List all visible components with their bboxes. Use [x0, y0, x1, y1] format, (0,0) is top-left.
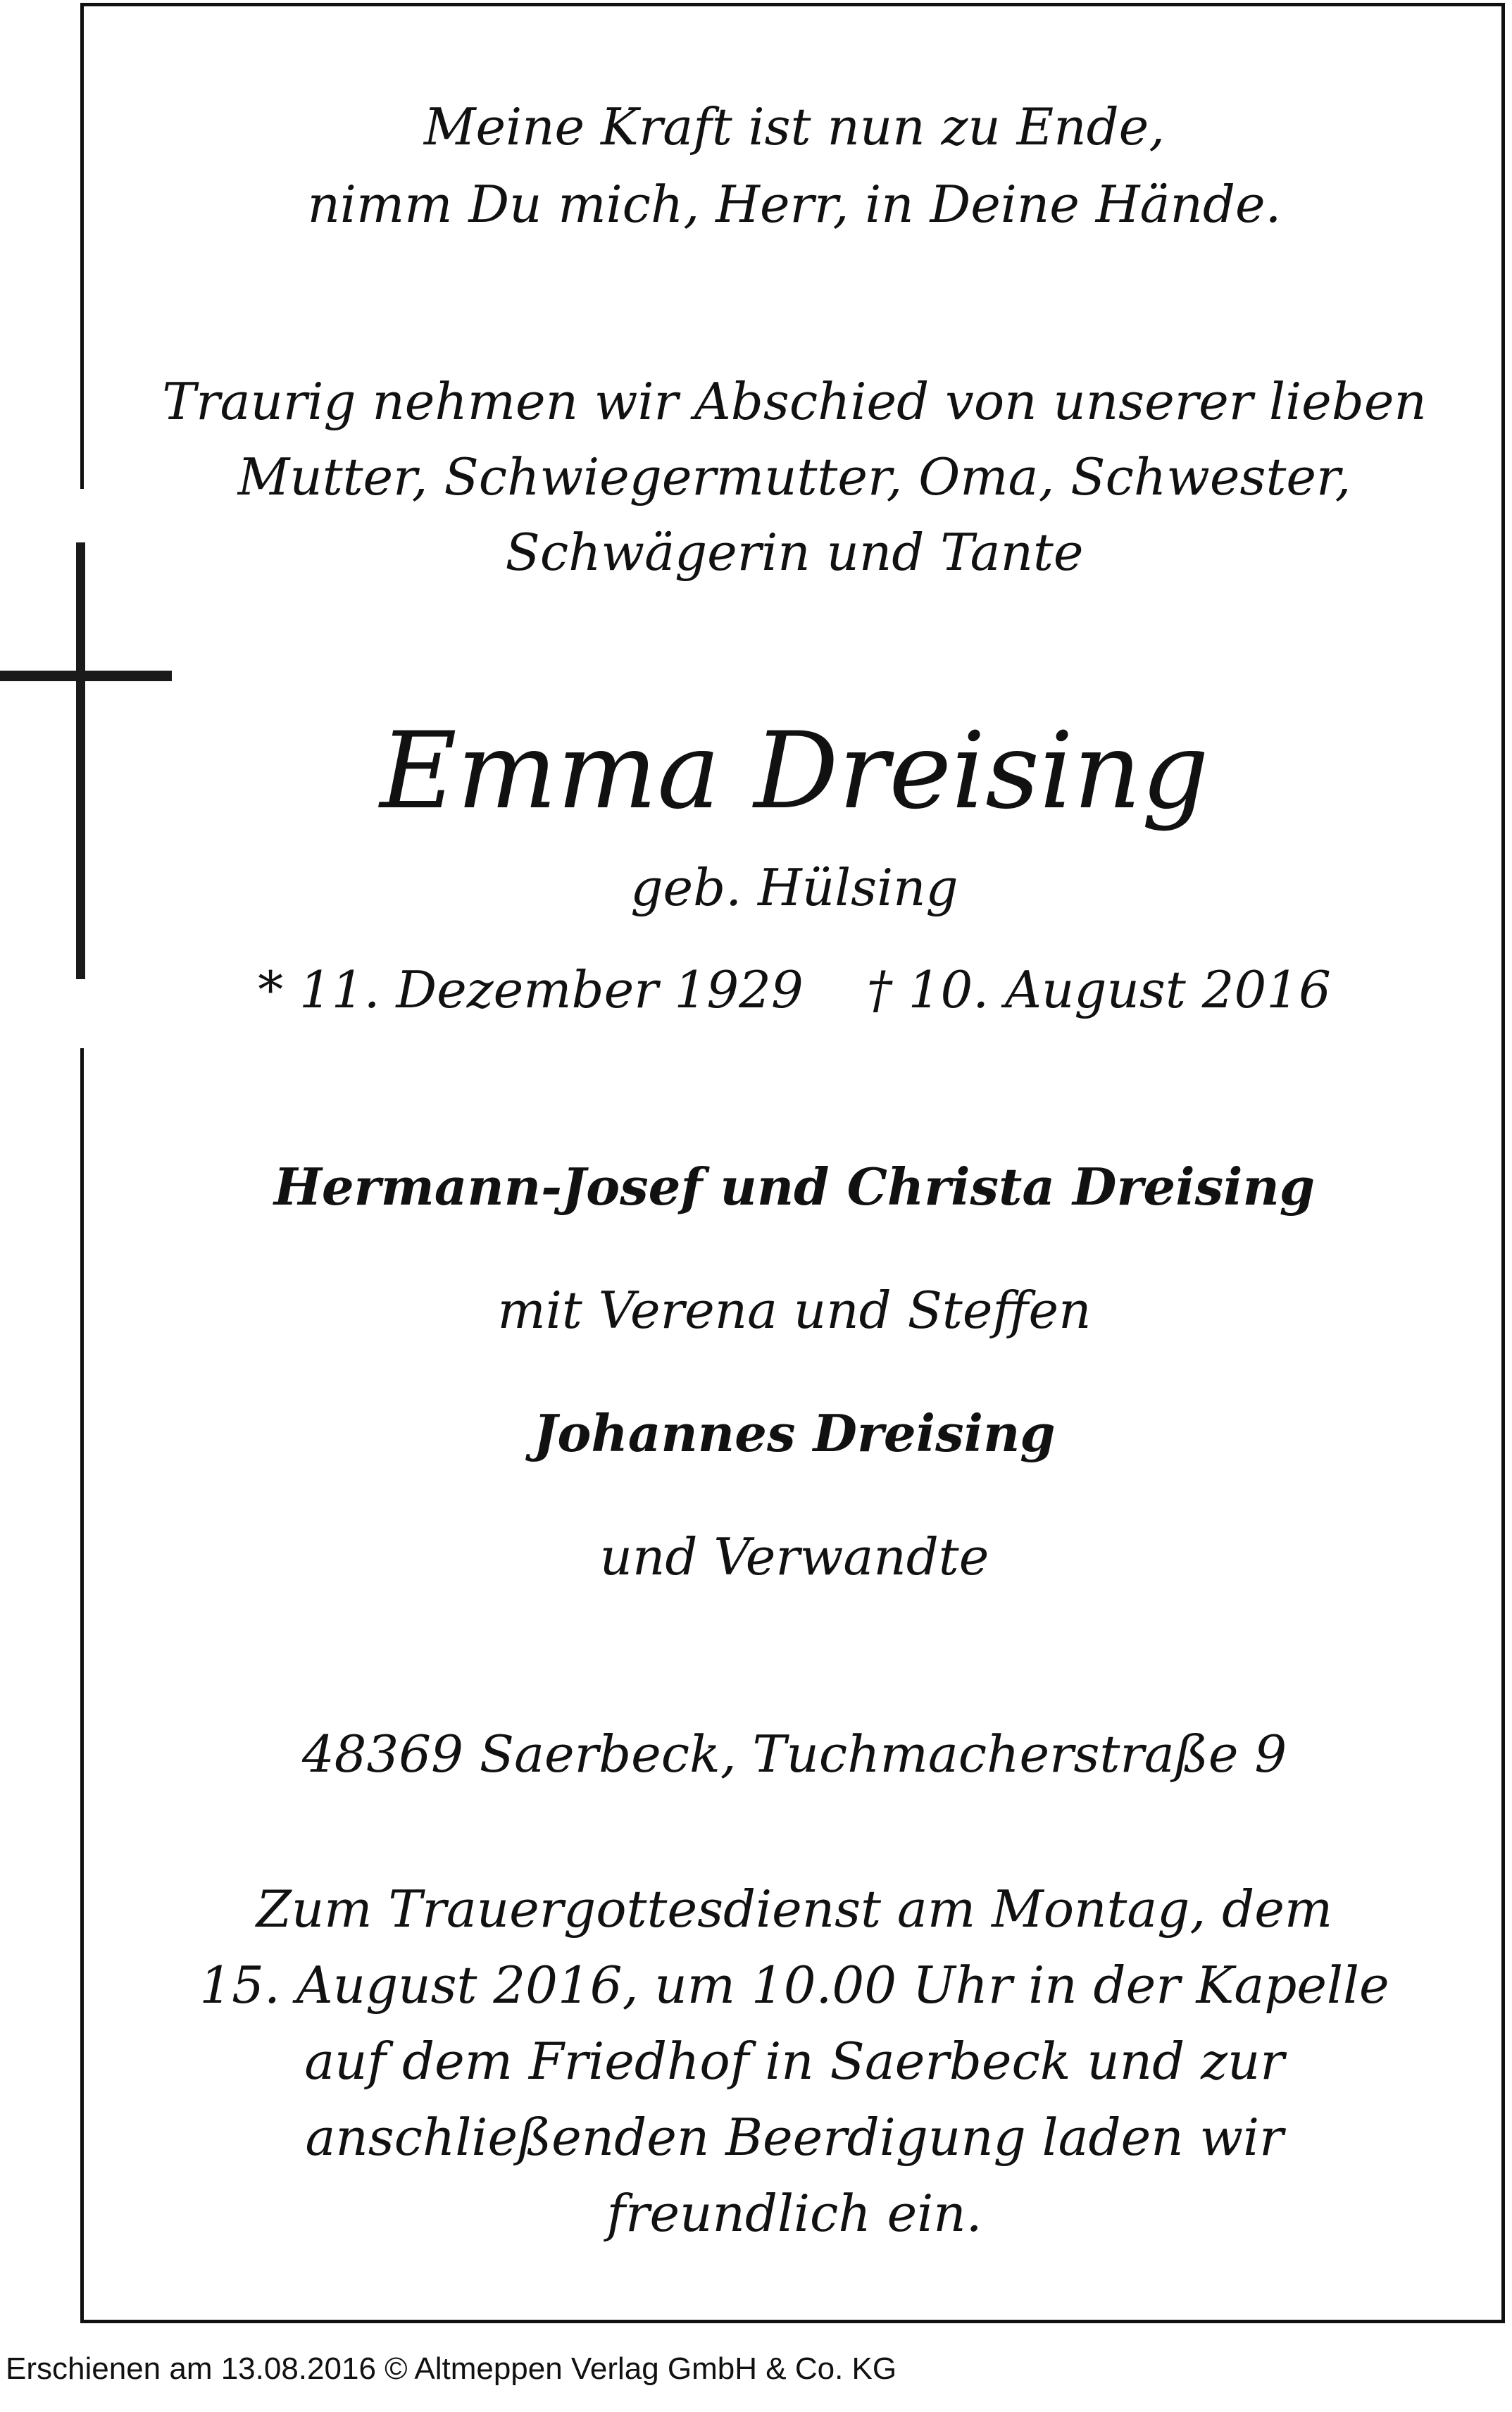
- mourner-relatives: und Verwandte: [599, 1527, 989, 1586]
- death-date: † 10. August 2016: [866, 960, 1331, 1019]
- mourner-family-1: Hermann-Josef und Christa Dreising: [273, 1157, 1316, 1217]
- mourner-family-2: Johannes Dreising: [533, 1403, 1056, 1463]
- life-dates: [84, 955, 1505, 1025]
- birth-date: * 11. Dezember 1929: [258, 960, 804, 1019]
- intro-line-3: Schwägerin und Tante: [505, 523, 1084, 582]
- birth-name: geb. Hülsing: [630, 858, 958, 917]
- verse-line-2: nimm Du mich, Herr, in Deine Hände.: [307, 175, 1282, 234]
- publication-footer: Erschienen am 13.08.2016 © Altmeppen Verlag GmbH & Co. KG: [6, 2351, 897, 2386]
- address: 48369 Saerbeck, Tuchmacherstraße 9: [301, 1724, 1287, 1784]
- intro-line-1: Traurig nehmen wir Abschied von unserer lieben: [162, 372, 1427, 431]
- service-line-4: anschließenden Beerdigung laden wir: [305, 2108, 1284, 2167]
- intro-line-2: Mutter, Schwiegermutter, Oma, Schwester,: [237, 447, 1351, 506]
- service-line-2: 15. August 2016, um 10.00 Uhr in der Kapelle: [199, 1956, 1389, 2015]
- mourner-family-1-children: mit Verena und Steffen: [497, 1281, 1092, 1340]
- service-line-3: auf dem Friedhof in Saerbeck und zur: [304, 2032, 1285, 2091]
- service-line-1: Zum Trauergottesdienst am Montag, dem: [256, 1879, 1333, 1939]
- service-line-5: freundlich ein.: [606, 2184, 982, 2243]
- deceased-name: Emma Dreising: [380, 710, 1209, 833]
- verse-line-1: Meine Kraft ist nun zu Ende,: [423, 97, 1166, 156]
